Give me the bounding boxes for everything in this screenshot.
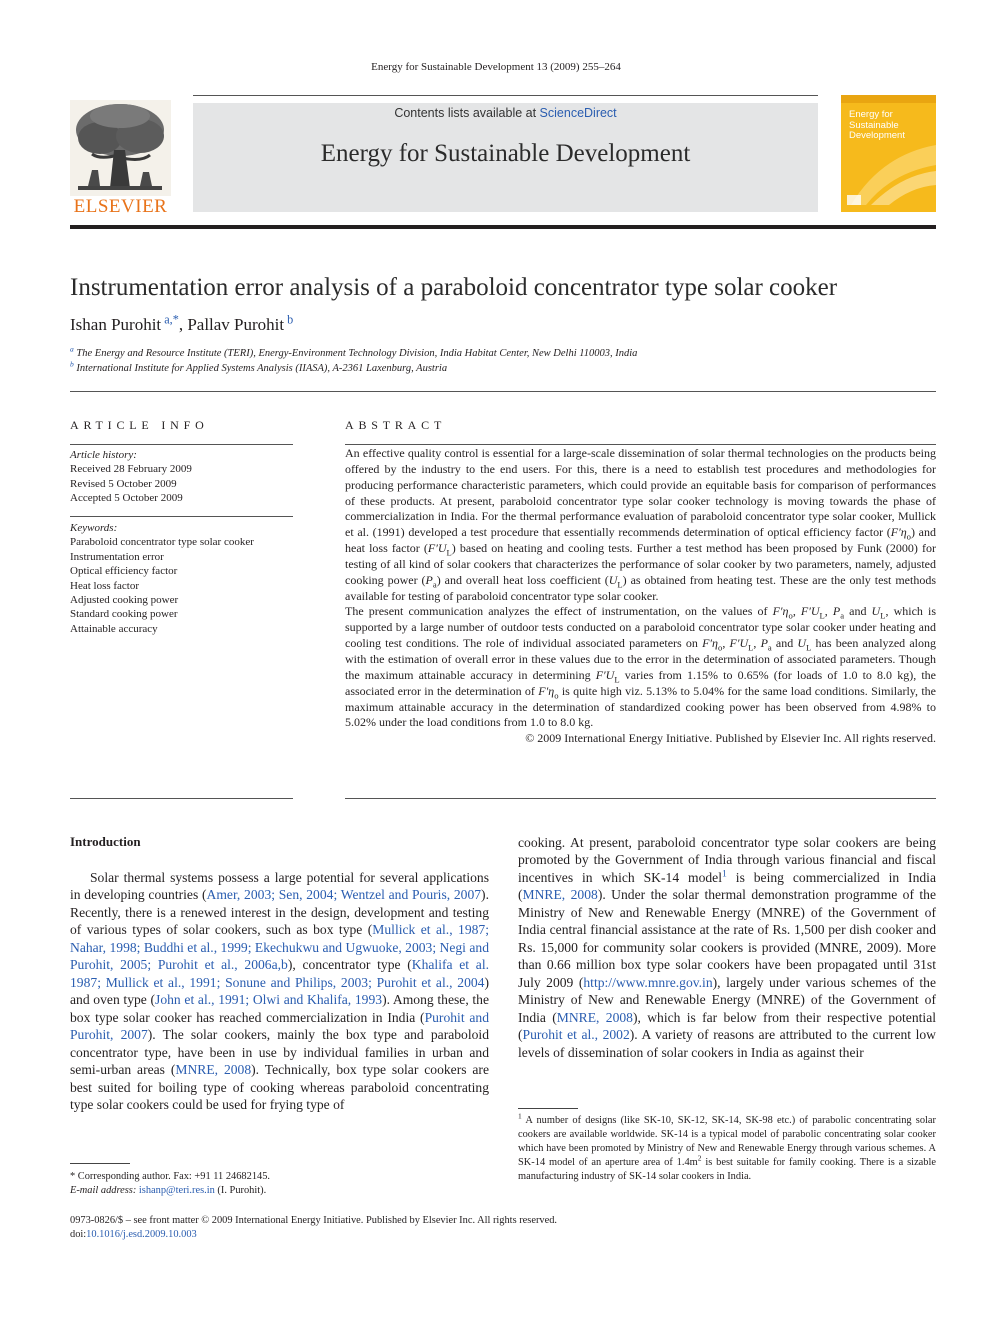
citation-link[interactable]: MNRE, 2008 xyxy=(175,1062,252,1078)
text-run: P xyxy=(832,604,841,619)
elsevier-logo xyxy=(70,100,171,216)
text-run: P xyxy=(425,572,433,587)
history-received: Received 28 February 2009 xyxy=(70,463,192,476)
text-run: ), which is far below from their respective potential ( xyxy=(518,1009,937,1043)
text-run: F′U xyxy=(800,604,820,619)
keyword-item: Optical efficiency factor xyxy=(70,565,178,578)
affiliation-b xyxy=(70,359,448,374)
subscript: L xyxy=(880,610,886,621)
citation-link[interactable]: Purohit et al., 2002 xyxy=(522,1027,630,1043)
text-run: is quite high viz. 5.13% to 5.04% for the same load conditions. Similarly, the maximum attainable accuracy in the determination of standardized cooking power has been observed from 4.98% to 5.02% under the load conditions from 1.0 to 8.0 kg. xyxy=(345,683,936,730)
citation-link[interactable]: Amer, 2003; Sen, 2004; Wentzel and Pouris, 2007 xyxy=(206,887,482,903)
text-run: U xyxy=(871,604,881,619)
text-run: ) and oven type ( xyxy=(70,974,489,1008)
sciencedirect-link[interactable]: ScienceDirect xyxy=(539,106,617,120)
keywords-block xyxy=(70,521,293,636)
intro-paragraph xyxy=(70,869,489,1114)
elsevier-wordmark: ELSEVIER xyxy=(73,196,168,217)
keyword-item: Paraboloid concentrator type solar cooker xyxy=(70,536,254,549)
text-run: Solar thermal systems possess a large potential for several applications in developing countries ( xyxy=(70,870,489,903)
text-run: F′U xyxy=(595,667,615,682)
subscript: a xyxy=(840,610,845,621)
text-run: and xyxy=(771,636,798,651)
text-run: An effective quality control is essential for a large-scale dissemination of solar thermal technologies on the products being offered by the industry to the end users. For this, there is a need to establish test procedures and methodologies for producing performance characteristic parameters, which could provide an equitable basis for comparison of performances of these products. At present, paraboloid concentrator type solar cooker technology is moving towards the phase of commercialization in India. For the thermal performance evaluation of paraboloid concentrator type solar cooker, Mullick et al. (1991) developed a test procedure that essentially recommends determination of optical efficiency factor ( xyxy=(345,446,936,540)
subscript: o xyxy=(788,610,793,621)
footnote-rule xyxy=(518,1108,578,1109)
corresp-rule xyxy=(70,1163,130,1164)
text-run: cooking. At present, paraboloid concentrator type solar cookers are being promoted by the Government of India through various financial and fiscal incentives in which SK-14 model xyxy=(518,835,936,885)
abstract-body xyxy=(345,446,936,747)
text-run: has been analyzed along with the estimation of overall error in these values due to the error in the determination of associated parameters. Though the maximum attainable accuracy in determining xyxy=(345,636,937,682)
intro-heading: Introduction xyxy=(70,834,141,849)
citation-link[interactable]: ishanp@teri.res.in xyxy=(138,1185,215,1196)
citation-link[interactable]: John et al., 1991; Olwi and Khalifa, 1993 xyxy=(155,992,383,1008)
superscript: 1 xyxy=(518,1111,522,1121)
text-run: ), largely under various schemes of the Ministry of New and Renewable Energy (MNRE) of the Government of India ( xyxy=(518,974,937,1025)
subscript: L xyxy=(446,547,452,558)
citation-link[interactable]: 1 xyxy=(722,868,727,880)
citation-link[interactable]: Purohit and Purohit, 2007 xyxy=(70,1009,489,1043)
text-run: , which is supported by a large number of outdoor tests conducted on a paraboloid concentrator type solar cooker under heating and cooling test conditions. The role of individual associated parameters on xyxy=(345,604,936,651)
text-run: U xyxy=(608,572,618,587)
subscript: o xyxy=(906,531,911,542)
citation-link[interactable]: Mullick et al., 1987; Nahar, 1998; Buddhi et al., 1999; Ekechukwu and Ugwuoke, 2003; Negi and Purohit, 2005; Purohit et al., 2006a,b xyxy=(70,922,489,973)
text-run: ) and heat loss factor ( xyxy=(345,525,936,556)
abstract-rule xyxy=(345,444,936,445)
body-column-left xyxy=(70,869,489,1114)
subscript: L xyxy=(614,674,620,685)
subscript: a xyxy=(767,642,772,653)
text-run: F′η xyxy=(772,604,789,619)
text-run: , xyxy=(753,636,761,651)
citation-link[interactable]: MNRE, 2008 xyxy=(522,887,598,903)
subscript: L xyxy=(819,610,825,621)
text-run: * Corresponding author. Fax: +91 11 24682145. xyxy=(70,1171,270,1182)
article-history xyxy=(70,448,293,506)
author-list xyxy=(70,312,294,335)
keyword-item: Attainable accuracy xyxy=(70,622,158,635)
keyword-item: Standard cooking power xyxy=(70,608,178,621)
text-run: U xyxy=(797,636,807,651)
doi-line xyxy=(70,1228,930,1242)
text-run: , xyxy=(792,604,801,619)
article-info-bottom-rule xyxy=(70,798,293,799)
text-run: varies from 1.15% to 0.65% (for loads of 1.0 to 8.0 kg), the associated error in the determination of xyxy=(345,667,936,698)
text-run: ), concentrator type ( xyxy=(287,957,412,973)
keywords-rule xyxy=(70,516,293,517)
text-run: F′η xyxy=(538,683,555,698)
body-column-right xyxy=(518,834,936,1061)
doi-link[interactable]: 10.1016/j.esd.2009.10.003 xyxy=(86,1229,197,1240)
text-run: (I. Purohit). xyxy=(214,1185,267,1196)
text-run: ). Recently, there is a renewed interest in the design, development and testing of various types of solar cookers, such as box type ( xyxy=(70,887,489,938)
subscript: o xyxy=(718,642,723,653)
text-run: ) as obtained from heating test. These are the only test methods available for testing of paraboloid concentrator type solar cooker. xyxy=(345,572,936,603)
text-run: ). Among these, the box type solar cooker has reached commercialization in India ( xyxy=(70,992,490,1025)
doi-prefix: doi: xyxy=(70,1229,87,1240)
subscript: L xyxy=(617,579,623,590)
affiliation-a xyxy=(70,344,638,359)
author-separator: , xyxy=(178,315,188,334)
affiliation-text: International Institute for Applied Systems Analysis (IIASA), A-2361 Laxenburg, Austria xyxy=(76,363,448,374)
cover-title: Energy for Sustainable Development xyxy=(849,109,905,141)
article-info-heading: ARTICLE INFO xyxy=(70,418,209,432)
masthead-bottom-rule xyxy=(70,225,936,229)
superscript: 2 xyxy=(697,1153,702,1163)
abstract-copyright: © 2009 International Energy Initiative. Published by Elsevier Inc. All rights reserved. xyxy=(525,731,936,746)
text-run: F′η xyxy=(890,525,907,540)
author-name: Ishan Purohit xyxy=(70,315,162,334)
text-run: ). A variety of reasons are attributed to the current low levels of dissemination of solar cookers in India as against their xyxy=(518,1027,936,1060)
citation-link[interactable]: http://www.mnre.gov.in xyxy=(583,974,713,990)
text-run: F′U xyxy=(427,541,447,556)
text-run: A number of designs (like SK-10, SK-12, SK-14, SK-98 etc.) of parabolic concentrating solar cookers are available worldwide. SK-14 is a typical model of parabolic concentrating solar cooker which have been promoted by Ministry of New and Renewable Energy through various schemes. A SK-14 model of an aperture area of 1.4m xyxy=(518,1115,936,1168)
contents-line xyxy=(193,106,818,120)
keyword-item: Instrumentation error xyxy=(70,550,164,563)
article-info-rule xyxy=(70,444,293,445)
masthead-top-rule xyxy=(193,95,818,96)
keyword-item: Heat loss factor xyxy=(70,579,140,592)
paper-title: Instrumentation error analysis of a paraboloid concentrator type solar cooker xyxy=(70,274,838,301)
keyword-item: Adjusted cooking power xyxy=(70,594,179,607)
affiliation-mark: b xyxy=(70,359,74,369)
affiliation-mark: a xyxy=(70,344,74,354)
keywords-label: Keywords: xyxy=(70,522,118,534)
citation-link[interactable]: Khalifa et al. 1987; Mullick et al., 1991; Sonune and Philips, 2003; Purohit et al., 2004 xyxy=(70,957,489,990)
journal-title: Energy for Sustainable Development xyxy=(320,140,691,167)
text-run: P xyxy=(760,636,768,651)
text-run: ). The solar cookers, mainly the box type and paraboloid concentrator type, have been in use by individual families in urban and semi-urban areas ( xyxy=(70,1027,489,1078)
author-name: Pallav Purohit xyxy=(187,315,285,334)
author-affiliation-mark[interactable]: b xyxy=(284,312,294,327)
contents-prefix: Contents lists available at xyxy=(394,106,540,120)
text-run: ) based on heating and cooling tests. Further a test method has been proposed by Funk (2000) for testing of all kind of solar cookers that characterizes the performance of solar cooker by two parameters, namely, adjusted cooking power ( xyxy=(345,541,936,587)
header-divider xyxy=(70,391,936,392)
subscript: L xyxy=(748,642,754,653)
text-run: , xyxy=(824,604,833,619)
intro-paragraph-continued xyxy=(518,834,936,1061)
issn-doi-block xyxy=(70,1214,930,1242)
subscript: a xyxy=(432,579,437,590)
history-revised: Revised 5 October 2009 xyxy=(70,477,177,490)
text-run: E-mail address: xyxy=(70,1185,139,1196)
affiliation-text: The Energy and Resource Institute (TERI), Energy-Environment Technology Division, India Habitat Center, New Delhi 110003, India xyxy=(76,348,638,359)
journal-cover xyxy=(841,95,936,212)
author-affiliation-mark[interactable]: a,* xyxy=(161,312,179,327)
running-head: Energy for Sustainable Development 13 (2009) 255–264 xyxy=(371,61,621,73)
text-run: is best suitable for family cooking. There is a sizable manufacturing industry of SK-14 solar cookers in India. xyxy=(518,1157,936,1182)
text-run: The present communication analyzes the effect of instrumentation, on the values of xyxy=(345,604,773,619)
abstract-heading: ABSTRACT xyxy=(345,418,447,432)
text-run: , xyxy=(722,636,730,651)
text-run: ). Technically, box type solar cookers are best suited for boiling type of cooking whereas paraboloid concentrating type solar cookers could be used for frying type of xyxy=(70,1062,489,1113)
subscript: o xyxy=(554,690,559,701)
text-run: and xyxy=(844,604,872,619)
abstract-bottom-rule xyxy=(345,798,936,799)
text-run: F′η xyxy=(702,636,718,651)
issn-line: 0973-0826/$ – see front matter © 2009 International Energy Initiative. Published by Elsevier Inc. All rights reserved. xyxy=(70,1215,557,1226)
corresponding-author-note xyxy=(70,1170,490,1198)
abstract-paragraph-1 xyxy=(345,446,936,604)
text-run: is being commercialized in India ( xyxy=(518,869,936,903)
history-accepted: Accepted 5 October 2009 xyxy=(70,492,183,505)
text-run: ) and overall heat loss coefficient ( xyxy=(436,572,609,587)
history-label: Article history: xyxy=(70,449,137,461)
citation-link[interactable]: MNRE, 2008 xyxy=(556,1009,633,1025)
text-run: F′U xyxy=(729,636,749,651)
text-run: ). Under the solar thermal demonstration programme of the Ministry of New and Renewable Energy (MNRE) of the Government of India central financial assistance at the rate of Rs. 1,500 per dish cooker and Rs. 15,000 for community solar cookers is provided (MNRE, 2009). More than 0.66 million box type solar cookers have been propagated until 31st July 2009 ( xyxy=(518,887,937,990)
footnote-1 xyxy=(518,1111,936,1184)
abstract-paragraph-2 xyxy=(345,604,936,731)
subscript: L xyxy=(806,642,812,653)
